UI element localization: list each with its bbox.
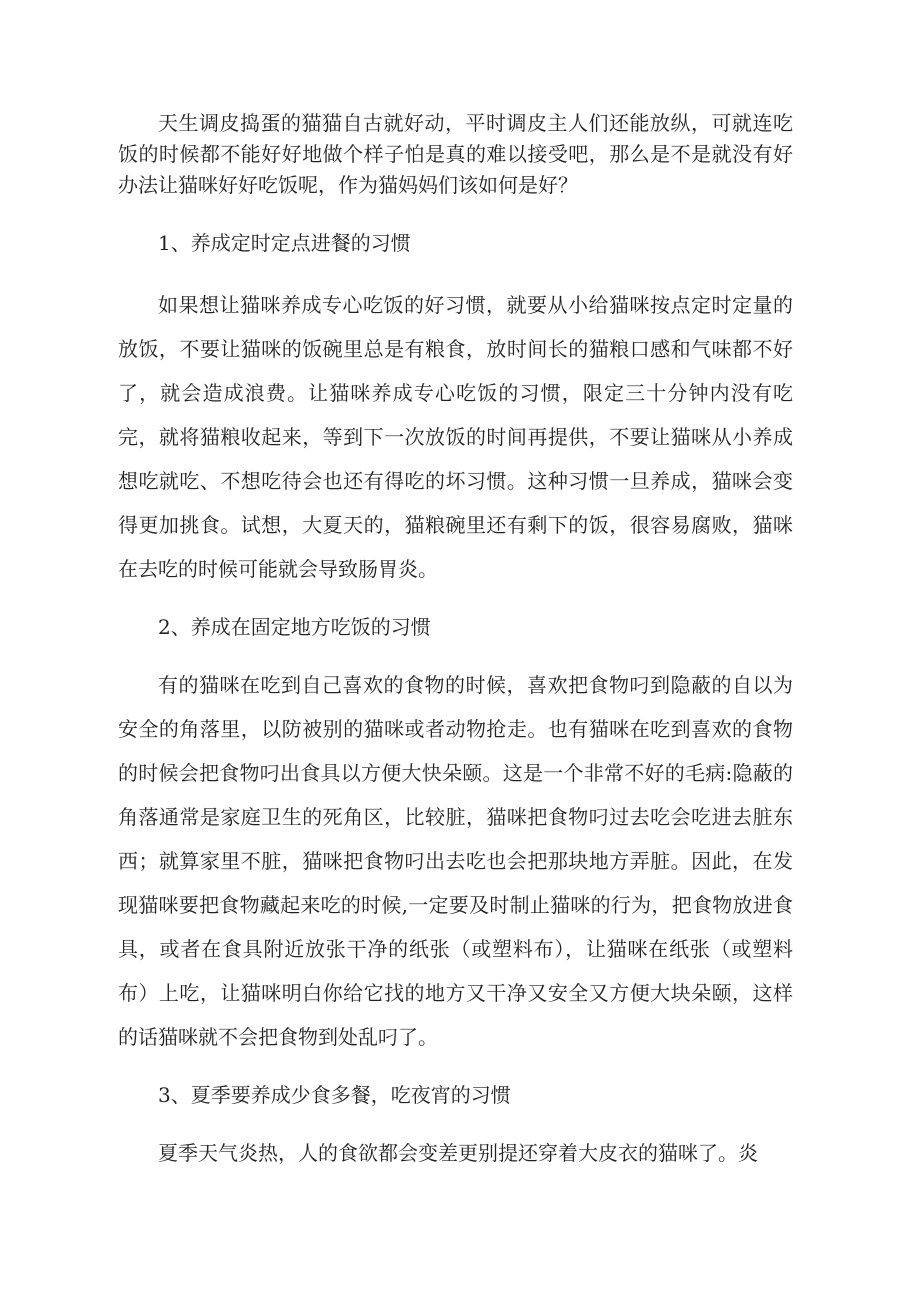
section-2-body: 有的猫咪在吃到自己喜欢的食物的时候，喜欢把食物叼到隐蔽的自以为安全的角落里，以防被别的猫咪或者动物抢走。也有猫咪在吃到喜欢的食物的时候会把食物叼出食具以方便大快朵颐。这是一个非常不好的毛病:隐蔽的角落通常是家庭卫生的死角区，比较脏，猫咪把食物叼过去吃会吃进去脏东西；就算家里不脏，猫咪把食物叼出去吃也会把那块地方弄脏。因此，在发现猫咪要把食物藏起来吃的时候,一定要及时制止猫咪的行为，把食物放进食具，或者在食具附近放张干净的纸张（或塑料布），让猫咪在纸张（或塑料布）上吃，让猫咪明白你给它找的地方又干净又安全又方便大块朵颐，这样的话猫咪就不会把食物到处乱叼了。	[118, 673, 793, 1049]
section-1-heading: 1、养成定时定点进餐的习惯	[158, 231, 411, 255]
section-3-heading: 3、夏季要养成少食多餐，吃夜宵的习惯	[158, 1083, 511, 1107]
section-1-body: 如果想让猫咪养成专心吃饭的好习惯，就要从小给猫咪按点定时定量的放饭，不要让猫咪的饭碗里总是有粮食，放时间长的猫粮口感和气味都不好了，就会造成浪费。让猫咪养成专心吃饭的习惯，限定三十分钟内没有吃完，就将猫粮收起来，等到下一次放饭的时间再提供，不要让猫咪从小养成想吃就吃、不想吃待会也还有得吃的坏习惯。这种习惯一旦养成，猫咪会变得更加挑食。试想，大夏天的，猫粮碗里还有剩下的饭，很容易腐败，猫咪在去吃的时候可能就会导致肠胃炎。	[118, 293, 793, 581]
section-2-heading: 2、养成在固定地方吃饭的习惯	[158, 615, 431, 639]
intro-paragraph: 天生调皮捣蛋的猫猫自古就好动，平时调皮主人们还能放纵，可就连吃饭的时候都不能好好地做个样子怕是真的难以接受吧，那么是不是就没有好办法让猫咪好好吃饭呢，作为猫妈妈们该如何是好？	[118, 111, 793, 197]
section-3-body: 夏季天气炎热，人的食欲都会变差更别提还穿着大皮衣的猫咪了。炎	[158, 1141, 758, 1165]
document-content	[118, 108, 793, 1175]
